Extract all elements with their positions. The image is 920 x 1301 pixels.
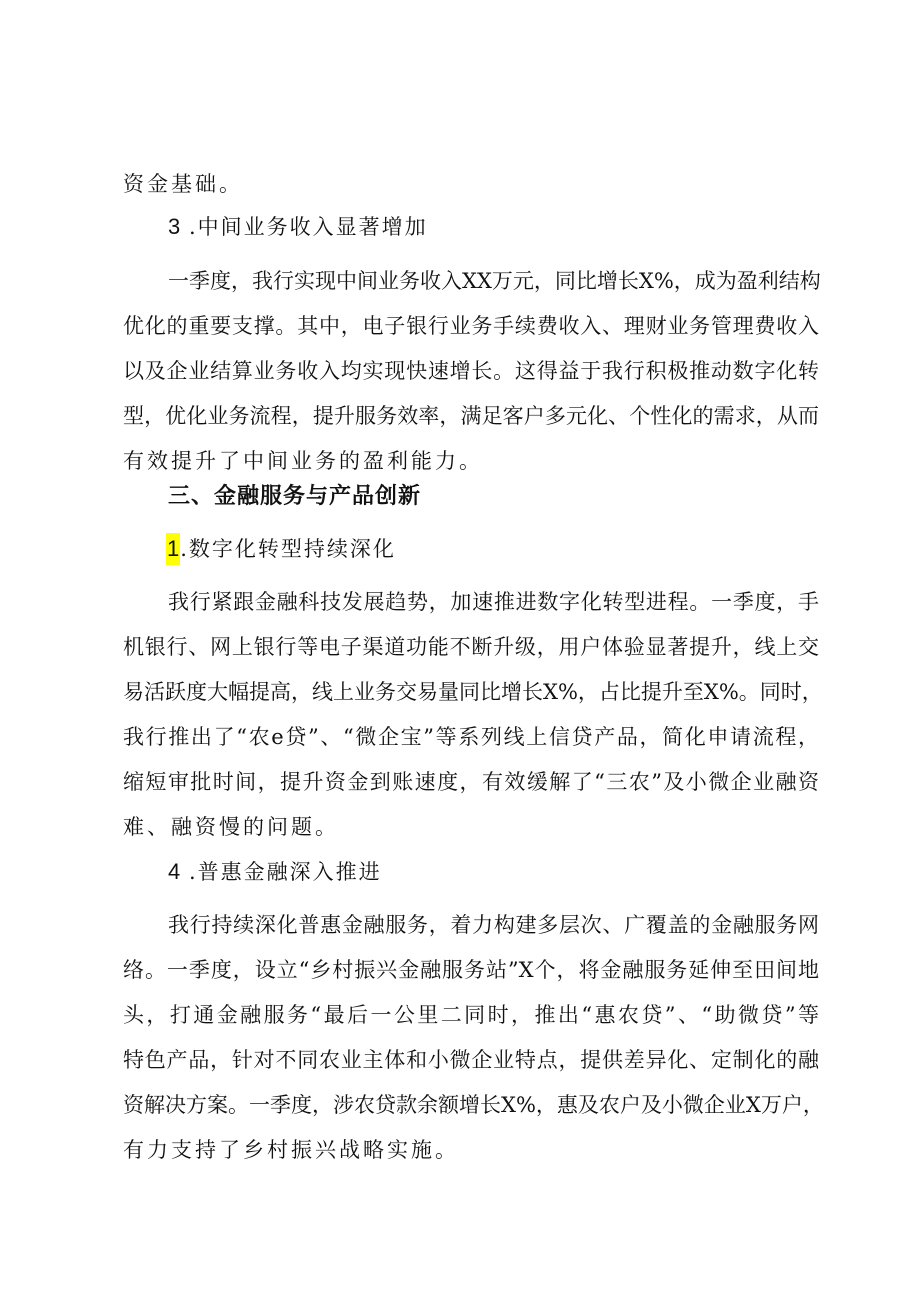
item-4-title: .普惠金融深入推进 [188,860,382,884]
item-3-heading [168,211,428,243]
paragraph-line: 特色产品，针对不同农业主体和小微企业特点，提供差异化、定制化的融 [123,1048,819,1072]
paragraph-line: 络。一季度，设立“乡村振兴金融服务站”X个，将金融服务延伸至田间地 [123,958,819,982]
paragraph-line: 易活跃度大幅提高，线上业务交易量同比增长X%，占比提升至X%。同时， [123,680,823,704]
paragraph-line: 头，打通金融服务“最后一公里二同时，推出“惠农贷”、“助微贷”等 [123,1003,819,1027]
item-1-heading [166,533,396,565]
paragraph-line: 我行紧跟金融科技发展趋势，加速推进数字化转型进程。一季度，手 [168,590,819,614]
paragraph-line: 难、融资慢的问题。 [123,815,339,839]
section-heading: 三、金融服务与产品创新 [168,484,422,509]
paragraph-line: 缩短审批时间，提升资金到账速度，有效缓解了“三农”及小微企业融资 [123,770,819,794]
paragraph-line: 以及企业结算业务收入均实现快速增长。这得益于我行积极推动数字化转 [123,359,819,383]
paragraph-line: 有力支持了乡村振兴战略实施。 [123,1138,459,1162]
paragraph-line: 机银行、网上银行等电子渠道功能不断升级，用户体验显著提升，线上交 [123,635,819,659]
item-4-heading [168,856,382,888]
paragraph-line: 型，优化业务流程，提升服务效率，满足客户多元化、个性化的需求，从而 [123,404,819,428]
paragraph-line: 我行持续深化普惠金融服务，着力构建多层次、广覆盖的金融服务网 [168,913,819,937]
item-1-number-highlight: 1 [166,533,180,565]
item-3-title: .中间业务收入显著增加 [188,215,428,239]
item-3-number: 3 [168,214,181,239]
paragraph-line: 优化的重要支撑。其中，电子银行业务手续费收入、理财业务管理费收入 [123,314,819,338]
paragraph-line: 一季度，我行实现中间业务收入XX万元，同比增长X%，成为盈利结构 [168,269,821,293]
paragraph-line: 有效提升了中间业务的盈利能力。 [123,449,483,473]
paragraph-line: 我行推出了“农e贷”、“微企宝”等系列线上信贷产品，简化申请流程， [123,725,819,749]
item-4-number: 4 [168,859,181,884]
item-1-title: .数字化转型持续深化 [180,537,396,561]
top-fragment-text: 资金基础。 [123,172,243,196]
paragraph-line: 资解决方案。一季度，涉农贷款余额增长X%，惠及农户及小微企业X万户， [123,1093,824,1117]
